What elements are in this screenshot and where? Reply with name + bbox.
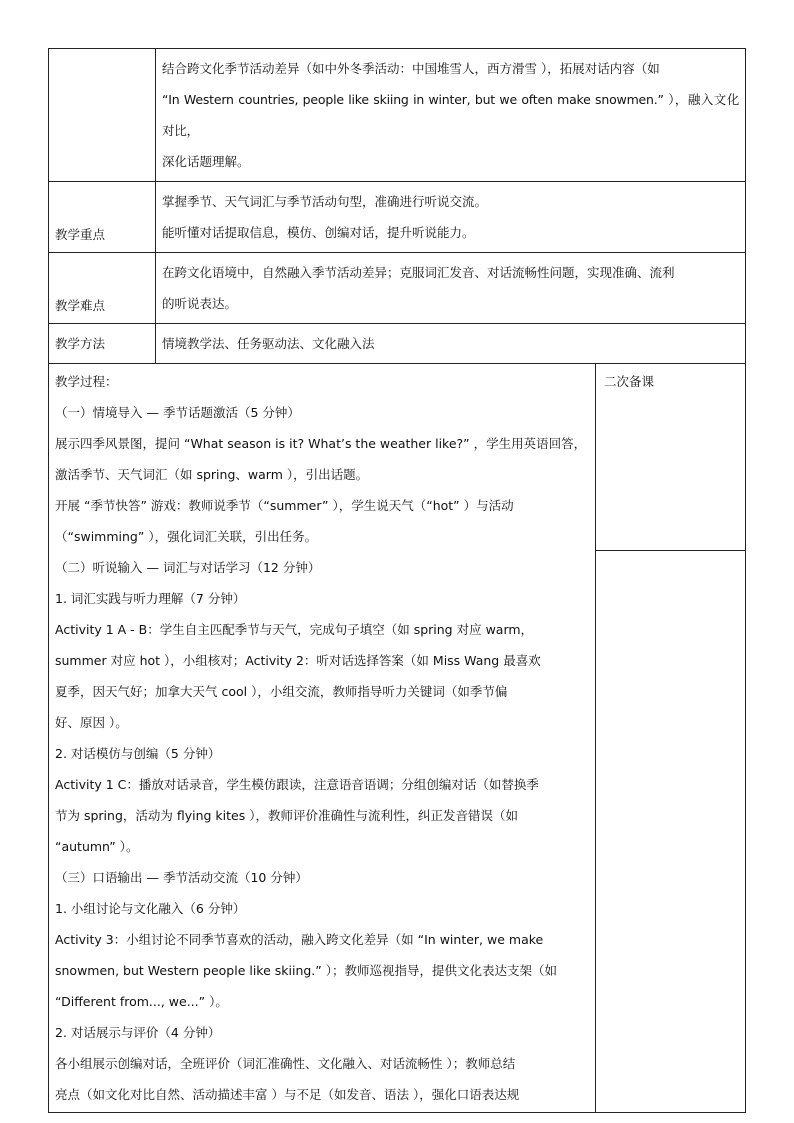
extension-line: 结合跨文化季节活动差异（如中外冬季活动：中国堆雪人，西方滑雪 ），拓展对话内容（如 xyxy=(162,61,660,76)
extension-line: 深化话题理解。 xyxy=(162,154,250,169)
process-line: （二）听说输入 — 词汇与对话学习（12 分钟） xyxy=(55,560,321,575)
difficulties-row xyxy=(49,253,746,324)
process-line: 好、原因 ）。 xyxy=(55,715,128,730)
extension-label xyxy=(49,49,156,182)
process-line: snowmen, but Western people like skiing.” ）；教师巡视指导，提供文化表达支架（如 xyxy=(55,963,557,978)
process-line: Activity 1 C：播放对话录音，学生模仿跟读，注意语音语调；分组创编对话（如替换季 xyxy=(55,777,539,792)
key-points-label: 教学重点 xyxy=(49,182,156,253)
lesson-plan-page xyxy=(48,48,745,1113)
key-point-line: 能听懂对话提取信息，模仿、创编对话，提升听说能力。 xyxy=(162,225,475,240)
process-line: 2. 对话展示与评价（4 分钟） xyxy=(55,1025,221,1040)
methods-row xyxy=(49,324,746,364)
difficulties-content xyxy=(156,253,746,324)
extension-content xyxy=(156,49,746,182)
process-row xyxy=(49,364,746,1113)
process-content xyxy=(49,364,596,1113)
key-points-content xyxy=(156,182,746,253)
process-line: （“swimming” ），强化词汇关联，引出任务。 xyxy=(55,529,318,544)
difficulties-label: 教学难点 xyxy=(49,253,156,324)
secondary-prep-column xyxy=(596,364,746,1113)
process-line: （三）口语输出 — 季节活动交流（10 分钟） xyxy=(55,870,308,885)
difficulty-line: 的听说表达。 xyxy=(162,296,238,311)
difficulty-line: 在跨文化语境中，自然融入季节活动差异；克服词汇发音、对话流畅性问题，实现准确、流利 xyxy=(162,265,675,280)
process-line: 1. 小组讨论与文化融入（6 分钟） xyxy=(55,901,246,916)
process-line: 1. 词汇实践与听力理解（7 分钟） xyxy=(55,591,246,606)
process-line: 开展 “季节快答” 游戏：教师说季节（“summer” ），学生说天气（“hot” ）与活动 xyxy=(55,498,514,513)
secondary-prep-title: 二次备课 xyxy=(596,364,745,551)
process-line: summer 对应 hot ），小组核对；Activity 2：听对话选择答案（如 Miss Wang 最喜欢 xyxy=(55,653,541,668)
process-line: “autumn” ）。 xyxy=(55,839,139,854)
process-line: 教学过程： xyxy=(55,374,118,389)
process-line: Activity 3：小组讨论不同季节喜欢的活动，融入跨文化差异（如 “In winter, we make xyxy=(55,932,544,947)
methods-label: 教学方法 xyxy=(49,324,156,364)
extension-line: “In Western countries, people like skiing in winter, but we often make snowmen.” ），融入文化对比， xyxy=(162,92,740,138)
process-line: “Different from..., we...” ）。 xyxy=(55,994,228,1009)
process-line: （一）情境导入 — 季节话题激活（5 分钟） xyxy=(55,405,300,420)
extension-row xyxy=(49,49,746,182)
process-line: 节为 spring，活动为 flying kites ），教师评价准确性与流利性，纠正发音错误（如 xyxy=(55,808,518,823)
lesson-plan-table xyxy=(48,48,746,1113)
process-line: 各小组展示创编对话，全班评价（词汇准确性、文化融入、对话流畅性 ）；教师总结 xyxy=(55,1056,516,1071)
process-line: 夏季，因天气好；加拿大天气 cool ），小组交流，教师指导听力关键词（如季节偏 xyxy=(55,684,508,699)
process-line: 2. 对话模仿与创编（5 分钟） xyxy=(55,746,221,761)
methods-content: 情境教学法、任务驱动法、文化融入法 xyxy=(156,324,746,364)
key-points-row xyxy=(49,182,746,253)
process-line: Activity 1 A - B：学生自主匹配季节与天气，完成句子填空（如 spring 对应 warm， xyxy=(55,622,534,637)
process-line: 亮点（如文化对比自然、活动描述丰富 ）与不足（如发音、语法 ），强化口语表达规 xyxy=(55,1087,520,1102)
key-point-line: 掌握季节、天气词汇与季节活动句型，准确进行听说交流。 xyxy=(162,194,488,209)
process-line: 激活季节、天气词汇（如 spring、warm ），引出话题。 xyxy=(55,467,369,482)
process-line: 展示四季风景图，提问 “What season is it? What’s the weather like?” ，学生用英语回答， xyxy=(55,436,587,451)
